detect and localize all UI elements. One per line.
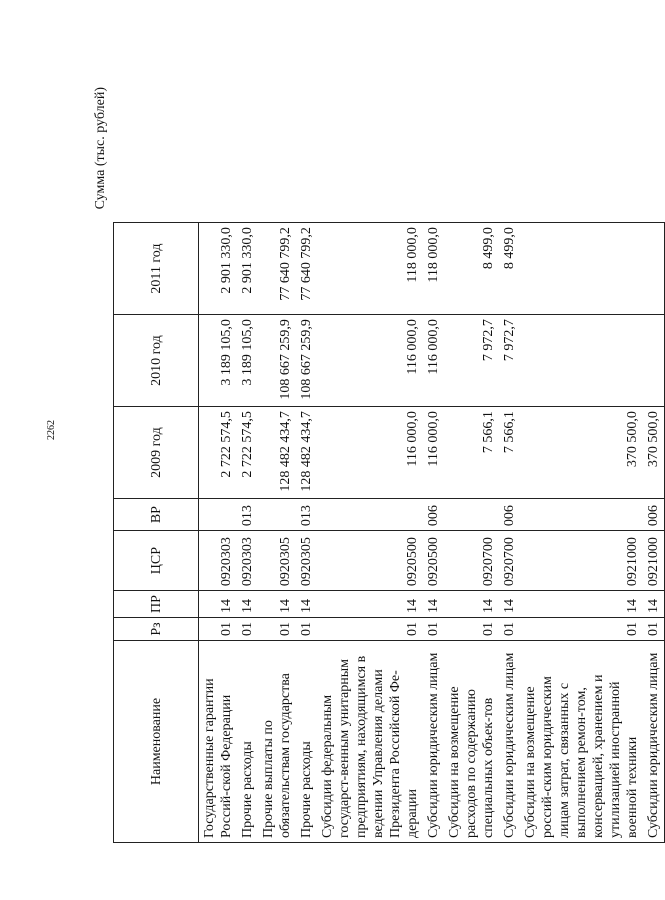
cell-pr: 14: [444, 591, 499, 618]
cell-name: Субсидии юридическим лицам: [423, 641, 444, 843]
cell-2011: 8 499,0: [444, 223, 499, 315]
table-row: [237, 223, 258, 843]
header-name: Наименование: [114, 641, 199, 843]
table-row: [317, 223, 423, 843]
header-rz: Рз: [114, 618, 199, 641]
cell-pr: 14: [520, 591, 643, 618]
table-row: [258, 223, 296, 843]
budget-table: [113, 222, 665, 843]
cell-2010: 108 667 259,9: [258, 315, 296, 407]
cell-2011: [520, 223, 643, 315]
cell-2009: 7 566,1: [499, 407, 520, 499]
cell-2010: 3 189 105,0: [237, 315, 258, 407]
cell-2011: 77 640 799,2: [296, 223, 317, 315]
cell-2010: 7 972,7: [499, 315, 520, 407]
cell-rz: 01: [237, 618, 258, 641]
cell-name: Субсидии юридическим лицам: [499, 641, 520, 843]
cell-pr: 14: [296, 591, 317, 618]
table-row: [296, 223, 317, 843]
cell-pr: 14: [317, 591, 423, 618]
cell-name: Прочие расходы: [237, 641, 258, 843]
table-row: [199, 223, 238, 843]
cell-2009: 128 482 434,7: [258, 407, 296, 499]
cell-rz: 01: [296, 618, 317, 641]
cell-name: Прочие выплаты по обязательствам государства: [258, 641, 296, 843]
cell-vr: [199, 499, 238, 531]
cell-name: Государственные гарантии Россий-ской Федерации: [199, 641, 238, 843]
cell-2010: [643, 315, 665, 407]
cell-csr: 0920500: [317, 531, 423, 591]
cell-pr: 14: [499, 591, 520, 618]
table-header: [114, 223, 199, 843]
cell-2009: 2 722 574,5: [199, 407, 238, 499]
cell-csr: 0920303: [237, 531, 258, 591]
cell-vr: [258, 499, 296, 531]
cell-2009: 370 500,0: [643, 407, 665, 499]
cell-2009: 128 482 434,7: [296, 407, 317, 499]
cell-csr: 0920700: [444, 531, 499, 591]
cell-2009: 370 500,0: [520, 407, 643, 499]
cell-2010: 116 000,0: [317, 315, 423, 407]
cell-2011: 2 901 330,0: [199, 223, 238, 315]
cell-name: Субсидии федеральным государст-венным унитарным предприятиям, находящимся в ведении Управления делами Президента Российской Фе-дерации: [317, 641, 423, 843]
cell-vr: 013: [296, 499, 317, 531]
cell-vr: [444, 499, 499, 531]
cell-csr: 0920700: [499, 531, 520, 591]
cell-2011: 118 000,0: [317, 223, 423, 315]
header-vr: ВР: [114, 499, 199, 531]
cell-name: Субсидии на возмещение россий-ским юридическим лицам затрат, связанных с выполнением ремон-том, консервацией, хранением и утилизацией иностранной военной техники: [520, 641, 643, 843]
cell-vr: 006: [643, 499, 665, 531]
table-row: [423, 223, 444, 843]
cell-csr: 0920305: [296, 531, 317, 591]
cell-2011: 8 499,0: [499, 223, 520, 315]
table-row: [499, 223, 520, 843]
cell-pr: 14: [643, 591, 665, 618]
cell-pr: 14: [237, 591, 258, 618]
cell-2011: 2 901 330,0: [237, 223, 258, 315]
cell-name: Прочие расходы: [296, 641, 317, 843]
cell-vr: [520, 499, 643, 531]
page-number: 2262: [46, 420, 57, 440]
cell-rz: 01: [520, 618, 643, 641]
cell-csr: 0920305: [258, 531, 296, 591]
cell-rz: 01: [317, 618, 423, 641]
units-label: Сумма (тыс. рублей): [93, 87, 108, 210]
cell-2010: 116 000,0: [423, 315, 444, 407]
cell-csr: 0920500: [423, 531, 444, 591]
cell-2011: 77 640 799,2: [258, 223, 296, 315]
cell-2010: [520, 315, 643, 407]
cell-vr: 006: [423, 499, 444, 531]
cell-2010: 7 972,7: [444, 315, 499, 407]
cell-2011: 118 000,0: [423, 223, 444, 315]
cell-2009: 116 000,0: [423, 407, 444, 499]
header-2011: 2011 год: [114, 223, 199, 315]
cell-pr: 14: [199, 591, 238, 618]
cell-2011: [643, 223, 665, 315]
cell-rz: 01: [199, 618, 238, 641]
cell-2009: 7 566,1: [444, 407, 499, 499]
cell-2010: 108 667 259,9: [296, 315, 317, 407]
cell-rz: 01: [643, 618, 665, 641]
cell-name: Субсидии на возмещение расходов по содержанию специальных объек-тов: [444, 641, 499, 843]
cell-2010: 3 189 105,0: [199, 315, 238, 407]
cell-rz: 01: [499, 618, 520, 641]
cell-vr: 013: [237, 499, 258, 531]
table-row: [444, 223, 499, 843]
rotated-document: [93, 71, 661, 843]
cell-csr: 0920303: [199, 531, 238, 591]
table-row: [643, 223, 665, 843]
cell-2009: 2 722 574,5: [237, 407, 258, 499]
cell-pr: 14: [423, 591, 444, 618]
cell-csr: 0921000: [520, 531, 643, 591]
header-2009: 2009 год: [114, 407, 199, 499]
cell-rz: 01: [444, 618, 499, 641]
table-row: [520, 223, 643, 843]
cell-pr: 14: [258, 591, 296, 618]
cell-vr: [317, 499, 423, 531]
cell-vr: 006: [499, 499, 520, 531]
cell-rz: 01: [258, 618, 296, 641]
cell-csr: 0921000: [643, 531, 665, 591]
cell-name: Субсидии юридическим лицам: [643, 641, 665, 843]
header-pr: ПР: [114, 591, 199, 618]
header-csr: ЦСР: [114, 531, 199, 591]
cell-rz: 01: [423, 618, 444, 641]
cell-2009: 116 000,0: [317, 407, 423, 499]
header-2010: 2010 год: [114, 315, 199, 407]
